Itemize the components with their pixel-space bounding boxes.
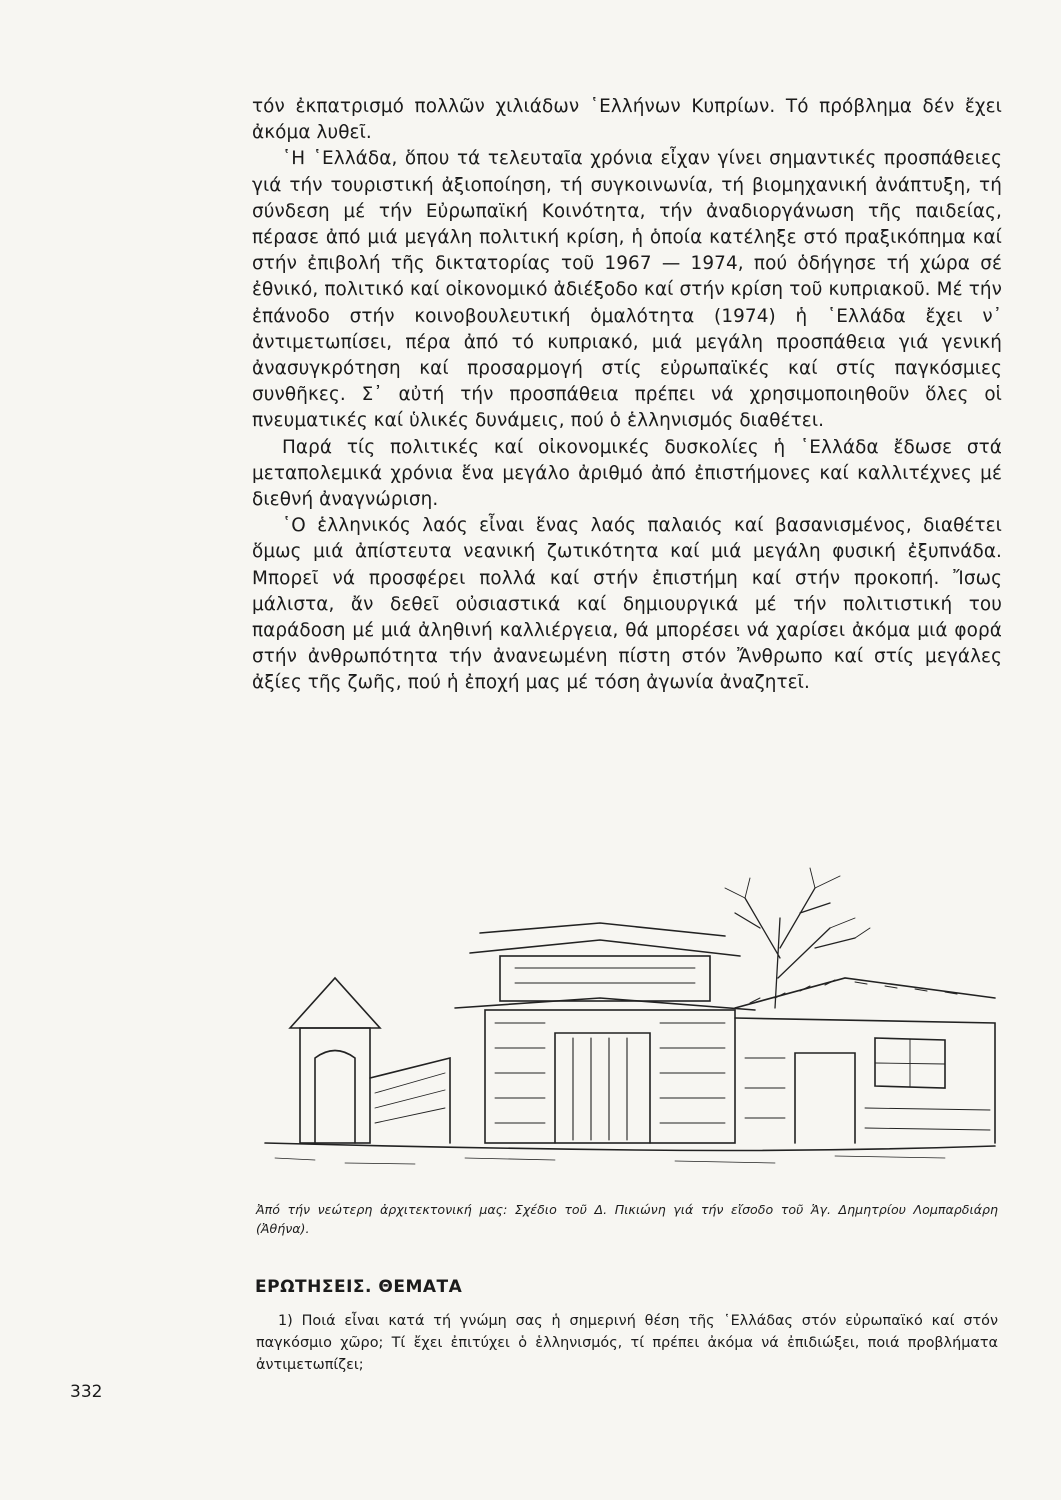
question-item: 1) Ποιά εἶναι κατά τή γνώμη σας ἡ σημερινή θέση τῆς ῾Ελλάδας στόν εὐρωπαϊκό καί στόν παγκόσμιο χῶρο; Τί ἔχει ἐπιτύχει ὁ ἑλληνισμός, τί πρέπει ἀκόμα νά ἐπιδιώξει, ποιά προβλήματα ἀντιμετωπίζει; [256, 1313, 998, 1373]
left-gatehouse [300, 1028, 370, 1143]
left-wall [370, 1058, 450, 1143]
ground-line [265, 1143, 995, 1151]
paragraph-4: ῾Ο ἑλληνικός λαός εἶναι ἕνας λαός παλαιός καί βασανισμένος, διαθέτει ὅμως μιά ἀπίστευτα νεανική ζωτικότητα καί μιά μεγάλη φυσική ἐξυπνάδα. Μπορεῖ νά προσφέρει πολλά καί στήν ἐπιστήμη καί στήν προκοπή. Ἴσως μάλιστα, ἄν δεθεῖ οὐσιαστικά καί δημιουργικά μέ τήν πολιτιστική του παράδοση μέ μιά ἀληθινή καλλιέργεια, θά μπορέσει νά χαρίσει ἀκόμα μιά φορά στήν ἀνθρωπότητα τήν ἀνανεωμένη πίστη στόν Ἄνθρωπο καί στίς μεγάλες ἀξίες τῆς ζωῆς, πού ἡ ἐποχή μας μέ τόση ἀγωνία ἀναζητεῖ. [252, 515, 1002, 694]
right-wall-courses [745, 1058, 990, 1130]
bare-tree [735, 888, 855, 1008]
page-number: 332 [70, 1382, 103, 1402]
main-upper-band [500, 956, 710, 1001]
main-door [555, 1033, 650, 1143]
right-wall [735, 1018, 995, 1143]
body-text [252, 94, 1002, 697]
upper-band-lines [515, 968, 695, 983]
right-doorway [795, 1053, 855, 1143]
left-door-arch [315, 1051, 355, 1144]
church-entrance-sketch [255, 858, 1000, 1198]
ground-hatching [275, 1156, 945, 1164]
right-roof [735, 978, 995, 1008]
door-planks [573, 1038, 627, 1140]
tree-twigs [725, 868, 870, 938]
paragraph-2: ῾Η ῾Ελλάδα, ὅπου τά τελευταῖα χρόνια εἶχαν γίνει σημαντικές προσπάθειες γιά τήν τουριστική ἀξιοποίηση, τή συγκοινωνία, τή βιομηχανική ἀνάπτυξη, τή σύνδεση μέ τήν Εὐρωπαϊκή Κοινότητα, τήν ἀναδιοργάνωση τῆς παιδείας, πέρασε ἀπό μιά μεγάλη πολιτική κρίση, ἡ ὁποία κατέληξε στό πραξικόπημα καί στήν ἐπιβολή τῆς δικτατορίας τοῦ 1967 — 1974, πού ὁδήγησε τή χώρα σέ ἐθνικό, πολιτικό καί οἰκονομικό ἀδιέξοδο καί στήν κρίση τοῦ κυπριακοῦ. Μέ τήν ἐπάνοδο στήν κοινοβουλευτική ὁμαλότητα (1974) ἡ ῾Ελλάδα ἔχει ν᾽ ἀντιμετωπίσει, πέρα ἀπό τό κυπριακό, μιά μεγάλη προσπάθεια γιά γενική ἀνασυγκρότηση καί προσαρμογή στίς εὐρωπαϊκές καί στίς παγκόσμιες συνθῆκες. Σ᾽ αὐτή τήν προσπάθεια πρέπει νά χρησιμοποιηθοῦν ὅλες οἱ πνευματικές καί ὑλικές δυνάμεις, πού ὁ ἑλληνισμός διαθέτει. [252, 148, 1002, 432]
roof-tiles [750, 980, 957, 1003]
paragraph-1: τόν ἐκπατρισμό πολλῶν χιλιάδων ῾Ελλήνων Κυπρίων. Τό πρόβλημα δέν ἔχει ἀκόμα λυθεῖ. [252, 96, 1002, 144]
left-wall-hatching [375, 1073, 445, 1123]
left-roof [290, 978, 380, 1028]
window-cross [875, 1039, 945, 1087]
questions-list [256, 1310, 998, 1376]
sketch-illustration [255, 858, 1000, 1198]
section-title: ΕΡΩΤΗΣΕΙΣ. ΘΕΜΑΤΑ [255, 1277, 463, 1297]
main-roof-ridge [480, 923, 725, 936]
paragraph-3: Παρά τίς πολιτικές καί οἰκονομικές δυσκολίες ἡ ῾Ελλάδα ἔδωσε στά μεταπολεμικά χρόνια ἕνα μεγάλο ἀριθμό ἀπό ἐπιστήμονες καί καλλιτέχνες μέ διεθνή ἀναγνώριση. [252, 436, 1002, 511]
figure-caption: Ἀπό τήν νεώτερη ἀρχιτεκτονική μας: Σχέδιο τοῦ Δ. Πικιώνη γιά τήν εἴσοδο τοῦ Ἁγ. Δημητρίου Λομπαρδιάρη (Ἀθήνα). [256, 1202, 998, 1236]
right-pier-courses [660, 1023, 725, 1123]
left-pier-courses [495, 1023, 545, 1123]
main-roof-eave [470, 940, 740, 956]
